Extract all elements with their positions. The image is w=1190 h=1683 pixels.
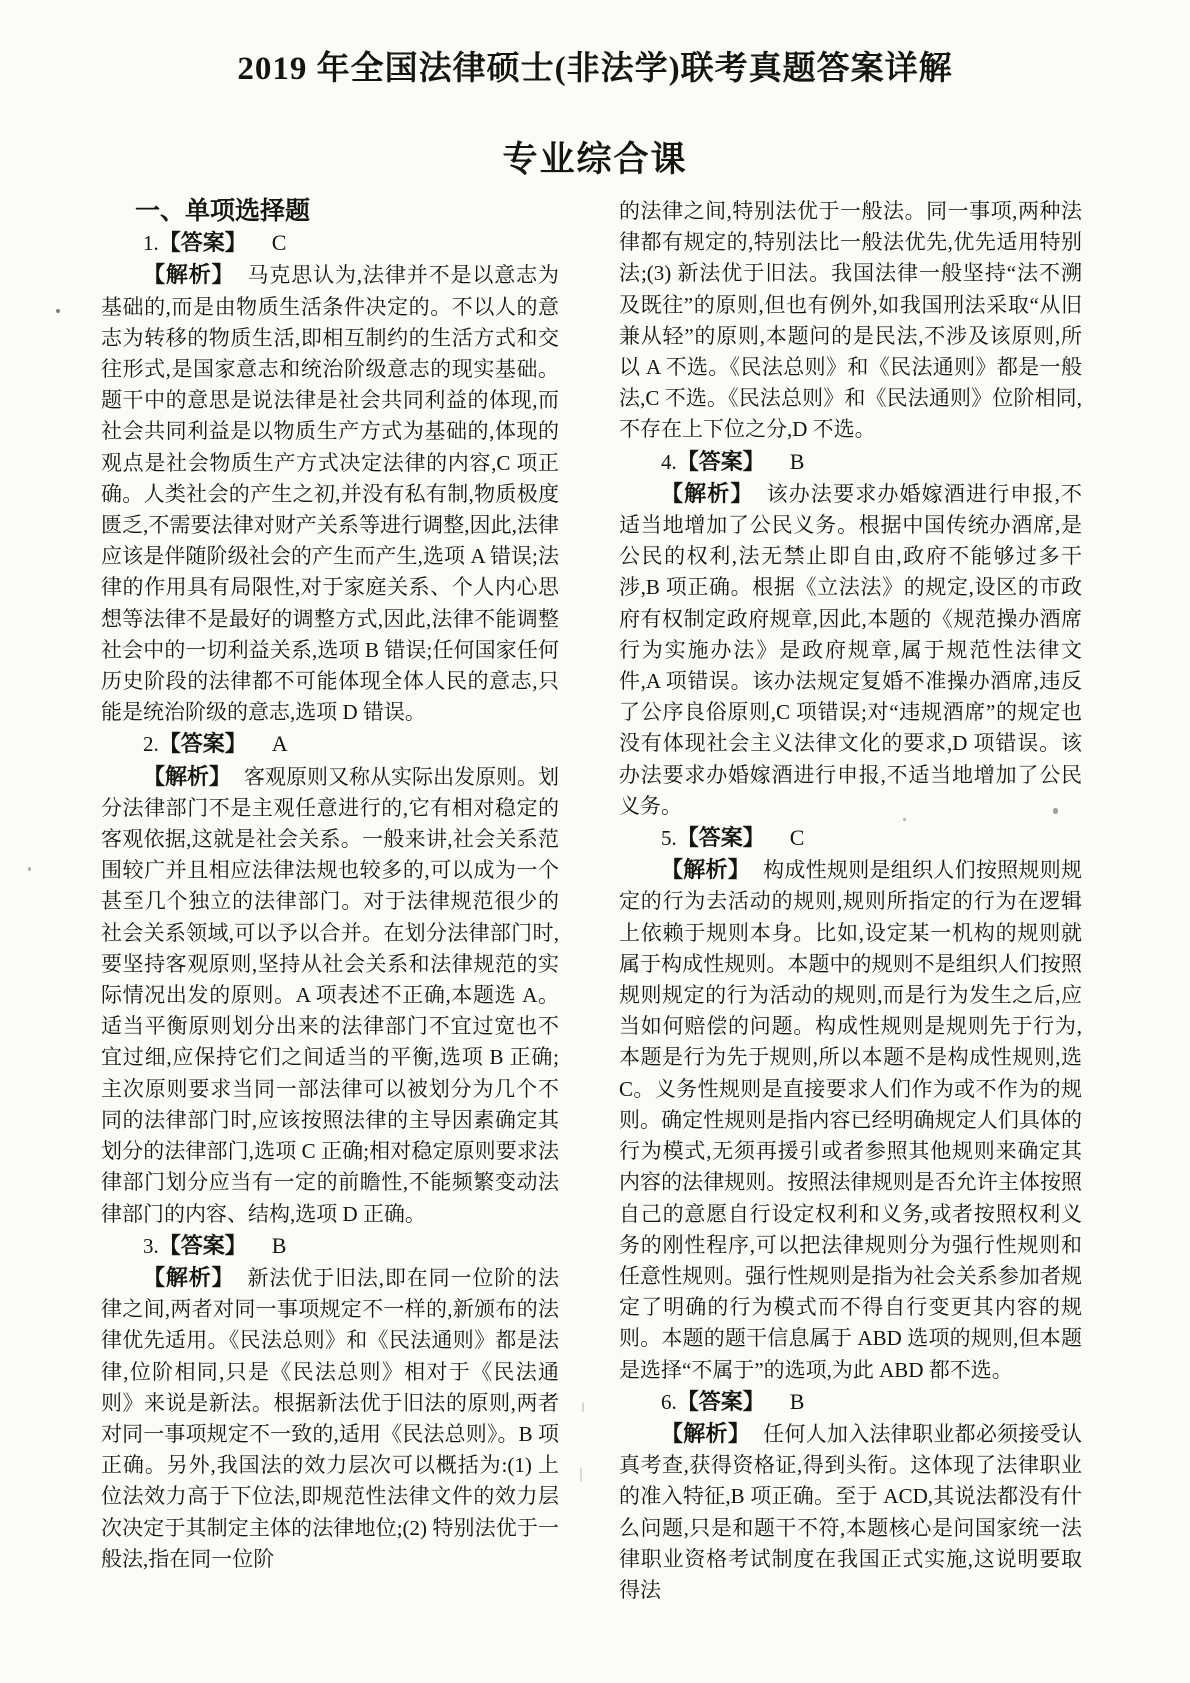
answer-label: 【答案】 [676, 825, 765, 851]
analysis-text: 马克思认为,法律并不是以意志为基础的,而是由物质生活条件决定的。不以人的意志为转移的物质生活,即相互制约的生活方式和交往形式,是国家意志和统治阶级意志的现实基础。题干中的意思是说法律是社会共同利益的体现,而社会共同利益是以物质生产方式为基础的,体现的观点是社会物质生产方式决定法律的内容,C 项正确。人类社会的产生之初,并没有私有制,物质极度匮乏,不需要法律对财产关系等进行调整,因此,法律应该是伴随阶级社会的产生而产生,选项 A 错误;法律的作用具有局限性,对于家庭关系、个人内心思想等法律不是最好的调整方式,因此,法律不能调整社会中的一切利益关系,选项 B 错误;任何国家任何历史阶段的法律都不可能体现全体人民的意志,只能是统治阶级的意志,选项 D 错误。 [101, 263, 559, 725]
page-subtitle: 专业综合课 [502, 140, 688, 179]
analysis-text: 新法优于旧法,即在同一位阶的法律之间,两者对同一事项规定不一样的,新颁布的法律优先适用。《民法总则》和《民法通则》都是法律,位阶相同,只是《民法总则》相对于《民法通则》来说是新法。根据新法优于旧法的原则,两者对同一事项规定不一致的,适用《民法总则》。B 项正确。另外,我国法的效力层次可以概括为:(1) 上位法效力高于下位法,即规范性法律文件的效力层次决定于其制定主体的法律地位;(2) 特别法优于一般法,指在同一位阶 [101, 1265, 559, 1571]
answer-line-2 [101, 728, 559, 760]
analysis-paragraph-1 [101, 259, 559, 728]
scan-speck [903, 818, 906, 821]
answer-line-3 [101, 1230, 559, 1262]
analysis-label: 【解析】 [661, 1420, 751, 1446]
answer-letter: B [271, 1232, 287, 1258]
section-heading: 一、单项选择题 [135, 197, 311, 225]
left-column [101, 196, 559, 1575]
analysis-label: 【解析】 [661, 857, 751, 883]
answer-label: 【答案】 [676, 1388, 765, 1414]
answer-line-4 [619, 446, 1082, 478]
analysis-paragraph-3-part1 [101, 1262, 559, 1575]
analysis-label: 【解析】 [143, 1264, 235, 1290]
scan-speck [1053, 808, 1058, 814]
scan-speck [56, 309, 60, 313]
analysis-label: 【解析】 [661, 480, 754, 506]
answer-letter: B [789, 1388, 805, 1414]
analysis-text: 任何人加入法律职业都必须接受认真考查,获得资格证,得到头衔。这体现了法律职业的准入特征,B 项正确。至于 ACD,其说法都没有什么问题,只是和题干不符,本题核心是问国家统一法律职业资格考试制度在我国正式实施,这说明要取得法 [619, 1421, 1082, 1602]
analysis-text: 该办法要求办婚嫁酒进行申报,不适当地增加了公民义务。根据中国传统办酒席,是公民的权利,法无禁止即自由,政府不能够过多干涉,B 项正确。根据《立法法》的规定,设区的市政府有权制定政府规章,因此,本题的《规范操办酒席行为实施办法》是政府规章,属于规范性法律文件,A 项错误。该办法规定复婚不准操办酒席,违反了公序良俗原则,C 项错误;对“违规酒席”的规定也没有体现社会主义法律文化的要求,D 项错误。该办法要求办婚嫁酒进行申报,不适当地增加了公民义务。 [619, 481, 1082, 818]
analysis-paragraph-3-part2 [619, 196, 1082, 446]
question-number: 4. [661, 449, 677, 474]
answer-letter: C [789, 825, 805, 851]
scan-speck [580, 1468, 582, 1482]
question-number: 6. [661, 1389, 677, 1414]
answer-letter: A [271, 731, 288, 757]
question-number: 5. [661, 826, 677, 851]
question-number: 3. [143, 1233, 159, 1258]
analysis-paragraph-6 [619, 1418, 1082, 1606]
answer-label: 【答案】 [158, 230, 247, 256]
answer-label: 【答案】 [158, 1232, 247, 1258]
analysis-label: 【解析】 [143, 763, 232, 789]
analysis-paragraph-5 [619, 854, 1082, 1385]
answer-line-6 [619, 1386, 1082, 1418]
right-column [619, 196, 1082, 1606]
question-number: 1. [143, 231, 159, 256]
analysis-paragraph-4 [619, 478, 1082, 822]
answer-letter: C [271, 230, 287, 256]
analysis-text: 客观原则又称从实际出发原则。划分法律部门不是主观任意进行的,它有相对稳定的客观依据,这就是社会关系。一般来讲,社会关系范围较广并且相应法律法规也较多的,可以成为一个甚至几个独立的法律部门。对于法律规范很少的社会关系领域,可以予以合并。在划分法律部门时,要坚持客观原则,坚持从社会关系和法律规范的实际情况出发的原则。A 项表述不正确,本题选 A。适当平衡原则划分出来的法律部门不宜过宽也不宜过细,应保持它们之间适当的平衡,选项 B 正确;主次原则要求当同一部法律可以被划分为几个不同的法律部门时,应该按照法律的主导因素确定其划分的法律部门,选项 C 正确;相对稳定原则要求法律部门划分应当有一定的前瞻性,不能频繁变动法律部门的内容、结构,选项 D 正确。 [101, 764, 560, 1226]
analysis-text: 构成性规则是组织人们按照规则规定的行为去活动的规则,规则所指定的行为在逻辑上依赖于规则本身。比如,设定某一机构的规则就属于构成性规则。本题中的规则不是组织人们按照规则规定的行为活动的规则,而是行为发生之后,应当如何赔偿的问题。构成性规则是规则先于行为,本题是行为先于规则,所以本题不是构成性规则,选 C。义务性规则是直接要求人们作为或不作为的规则。确定性规则是指内容已经明确规定人们具体的行为模式,无须再援引或者参照其他规则来确定其内容的法律规则。按照法律规则是否允许主体按照自己的意愿自行设定权利和义务,或者按照权利义务的刚性程序,可以把法律规则分为强行性规则和任意性规则。强行性规则是指为社会关系参加者规定了明确的行为模式而不得自行变更其内容的规则。本题的题干信息属于 ABD 选项的规则,但本题是选择“不属于”的选项,为此 ABD 都不选。 [619, 858, 1082, 1382]
scan-speck [582, 1402, 584, 1412]
scan-speck [28, 867, 31, 871]
question-number: 2. [143, 732, 159, 757]
page-title: 2019 年全国法律硕士(非法学)联考真题答案详解 [237, 51, 953, 87]
answer-letter: B [789, 448, 805, 474]
answer-label: 【答案】 [676, 448, 765, 474]
answer-label: 【答案】 [158, 731, 247, 757]
analysis-label: 【解析】 [143, 262, 235, 288]
analysis-text: 的法律之间,特别法优于一般法。同一事项,两种法律都有规定的,特别法比一般法优先,优先适用特别法;(3) 新法优于旧法。我国法律一般坚持“法不溯及既往”的原则,但也有例外,如我国刑法采取“从旧兼从轻”的原则,本题问的是民法,不涉及该原则,所以 A 不选。《民法总则》和《民法通则》都是一般法,C 不选。《民法总则》和《民法通则》位阶相同,不存在上下位之分,D 不选。 [619, 199, 1082, 442]
analysis-paragraph-2 [101, 761, 559, 1230]
answer-line-1 [101, 227, 559, 259]
answer-line-5 [619, 822, 1082, 854]
